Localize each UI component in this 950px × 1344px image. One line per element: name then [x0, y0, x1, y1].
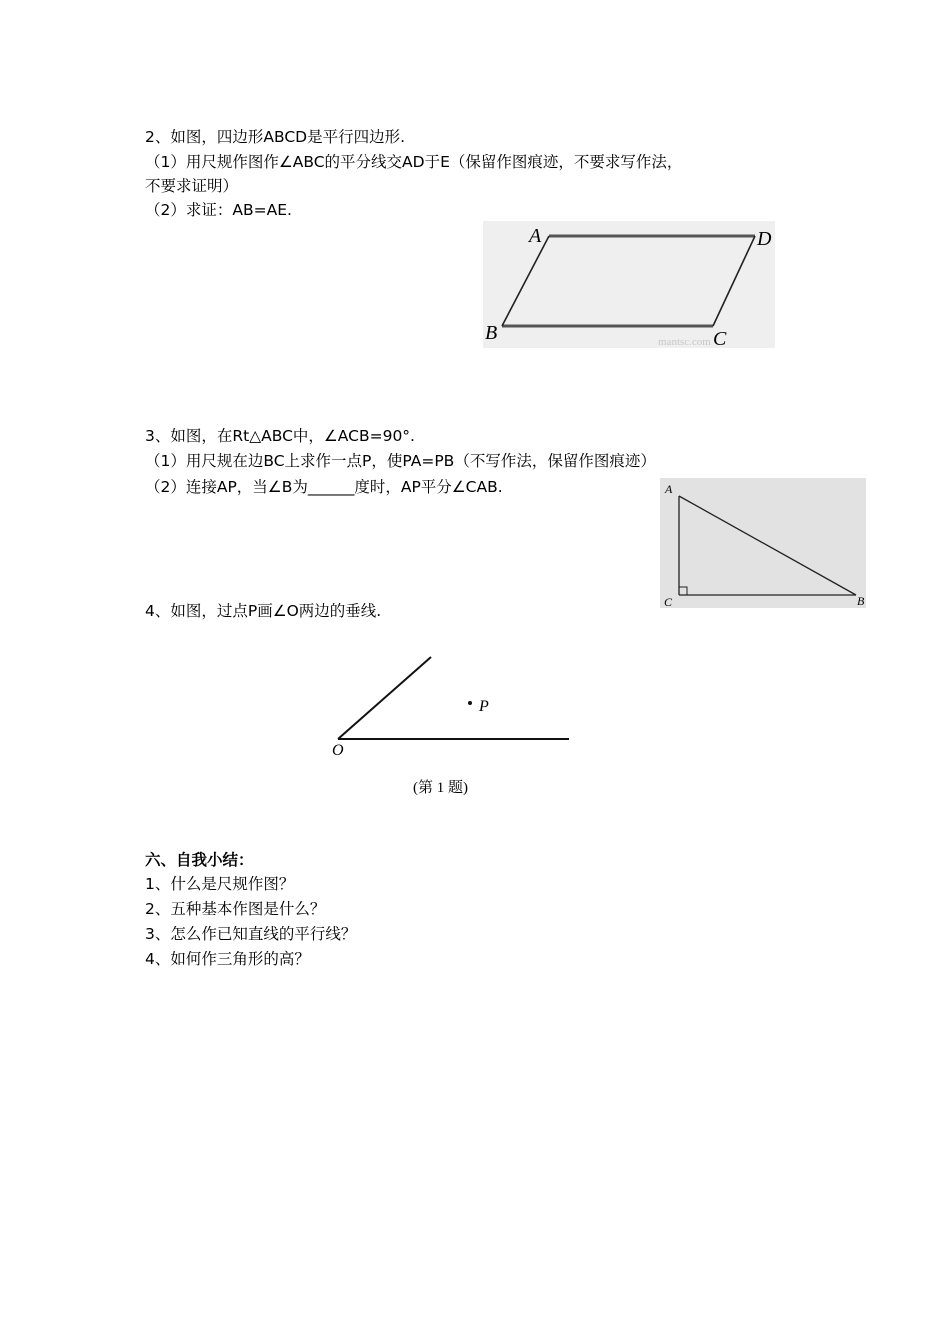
- summary-item-4: 4、如何作三角形的高？: [145, 950, 310, 968]
- figure-caption: (第 1 题): [413, 780, 468, 796]
- q2-part1-line1: （1）用尺规作图作∠ABC的平分线交AD于E（保留作图痕迹，不要求写作法，: [145, 153, 683, 171]
- label-b: B: [857, 594, 865, 608]
- parallelogram-figure: [483, 221, 775, 348]
- label-p: P: [479, 698, 489, 715]
- watermark: mantsc.com: [658, 336, 711, 348]
- angle-figure: [325, 650, 585, 800]
- figure-background: [483, 221, 775, 348]
- summary-item-3: 3、怎么作已知直线的平行线？: [145, 925, 357, 943]
- summary-item-2: 2、五种基本作图是什么？: [145, 900, 326, 918]
- label-c: C: [713, 328, 727, 348]
- right-triangle-figure: [660, 478, 866, 608]
- label-a: A: [529, 225, 542, 247]
- label-a: A: [665, 482, 673, 496]
- q3-part2: （2）连接AP，当∠B为______度时，AP平分∠CAB.: [145, 478, 503, 496]
- q2-title: 2、如图，四边形ABCD是平行四边形.: [145, 128, 406, 146]
- q2-part2: （2）求证：AB=AE.: [145, 201, 292, 219]
- ray-upper: [338, 657, 431, 739]
- label-c: C: [664, 595, 673, 608]
- label-o: O: [332, 742, 344, 759]
- label-d: D: [757, 228, 772, 250]
- q3-part1: （1）用尺规在边BC上求作一点P，使PA=PB（不写作法，保留作图痕迹）: [145, 452, 656, 470]
- q3-title: 3、如图，在Rt△ABC中，∠ACB=90°.: [145, 427, 415, 445]
- summary-heading: 六、自我小结：: [145, 851, 254, 869]
- point-p: [468, 701, 472, 705]
- q4-title: 4、如图，过点P画∠O两边的垂线.: [145, 602, 382, 620]
- summary-item-1: 1、什么是尺规作图？: [145, 875, 295, 893]
- label-b: B: [485, 322, 498, 344]
- q2-part1-line2: 不要求证明）: [145, 177, 239, 195]
